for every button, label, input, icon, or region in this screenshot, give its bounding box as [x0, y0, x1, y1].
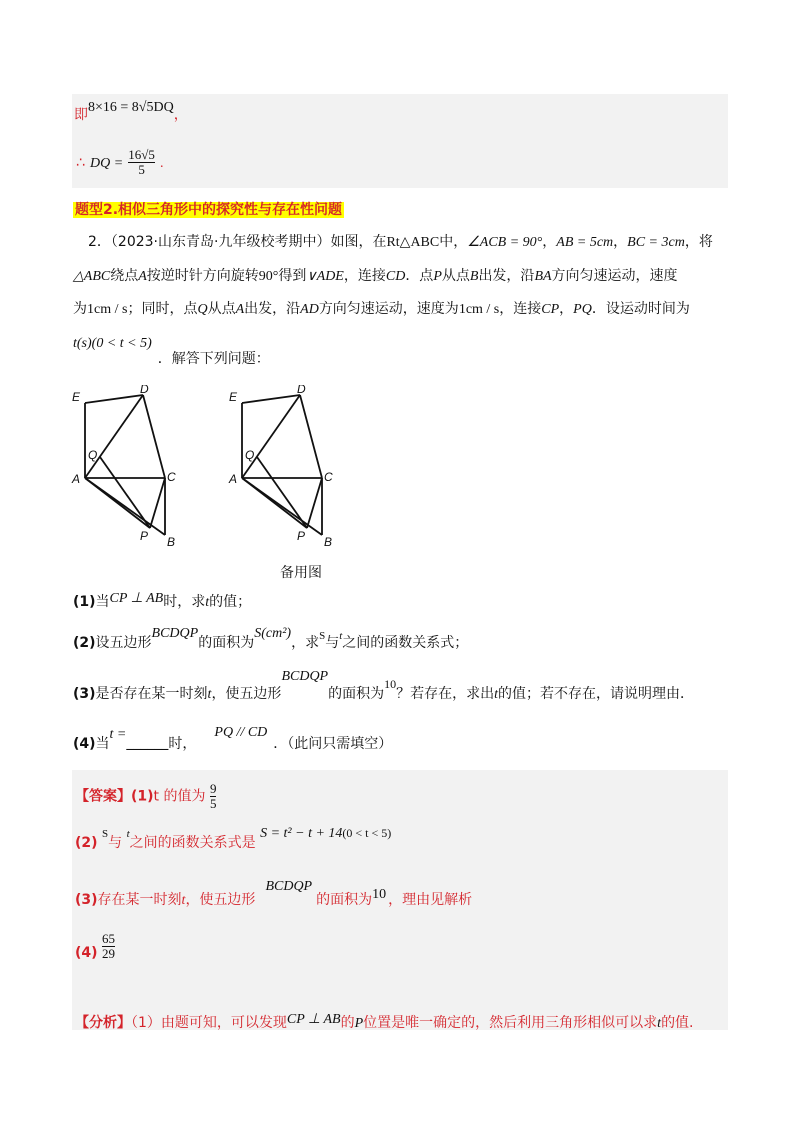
answer-2: (2) $^S$与 $^t$之间的函数关系式是 S = t² − t + 14(0 < t < 5) [75, 826, 392, 851]
analysis-label: 【分析】 [75, 1015, 131, 1031]
section-title: 题型2.相似三角形中的探究性与存在性问题 [75, 202, 343, 218]
segment-ED [85, 395, 143, 403]
svg-text:B: B [324, 535, 333, 549]
figure-caption: 备用图 [280, 565, 322, 581]
segment-QP [100, 457, 150, 528]
label-Q: Q [88, 448, 98, 462]
answer-4: (4) $\frac{65}{29}$ [75, 931, 115, 961]
answer-blank[interactable]: ______ [126, 737, 169, 752]
problem-line-2: △ABC绕点A按逆时针方向旋转90°得到∨ADE，连接CD．点P从点B出发，沿BA方向匀速运动，速度 [73, 268, 678, 284]
answer-1: 【答案】(1)t 的值为 $\frac{9}{5}$ [75, 781, 217, 811]
svg-text:C: C [324, 470, 333, 484]
svg-text:A: A [229, 472, 238, 486]
segment-AD [85, 395, 143, 478]
prev-line-1: 即8×16 = 8√5DQ， [74, 100, 188, 123]
svg-text:E: E [229, 390, 238, 404]
geometry-figure-2 [227, 385, 357, 555]
prev-fraction: $\frac{16√5}{5}$ [128, 147, 155, 177]
label-B: B [167, 535, 176, 549]
label-P: P [140, 529, 149, 543]
svg-text:D: D [297, 385, 306, 396]
prev-equation-1: 8×16 = 8√5DQ [88, 100, 174, 115]
svg-text:P: P [297, 529, 306, 543]
segment-CP [150, 478, 165, 528]
problem-source: （2023·山东青岛·九年级校考期中） [110, 234, 331, 250]
question-1: (1)当CP ⊥ AB时，求t的值； [73, 591, 252, 610]
prev-line-2: ∴ DQ = $\frac{16√5}{5}$ . [76, 147, 164, 177]
label-E: E [72, 390, 81, 404]
problem-line-3: 为1cm / s；同时，点Q从点A出发，沿AD方向匀速运动，速度为1cm / s，连接CP，PQ．设运动时间为 [73, 301, 690, 317]
segment-AP [85, 478, 150, 528]
question-2: (2)设五边形BCDQP的面积为S(cm²)，求$^S$与$^t$之间的函数关系式； [73, 626, 469, 651]
question-3: (3)是否存在某一时刻t，使五边形BCDQP的面积为10？若存在，求出t的值；若不存在，请说明理由． [73, 669, 694, 702]
segment-DC [143, 395, 165, 478]
problem-number: 2． [88, 234, 111, 250]
label-A: A [72, 472, 81, 486]
answer-label: 【答案】 [75, 788, 131, 805]
question-4: (4)当t =______时，PQ // CD．（此问只需填空） [73, 725, 393, 752]
answer-1-fraction: $\frac{9}{5}$ [209, 781, 217, 811]
problem-line-4: t(s)(0 < t < 5)．解答下列问题： [73, 336, 270, 367]
answer-3: (3)存在某一时刻t，使五边形BCDQP的面积为10 ，理由见解析 [75, 879, 473, 908]
analysis-line: 【分析】（1）由题可知，可以发现CP ⊥ AB的P位置是唯一确定的，然后利用三角形相似可以求t的值. [75, 1012, 694, 1031]
problem-line-1: 2．（2023·山东青岛·九年级校考期中）如图，在Rt△ABC中，∠ACB = 90°，AB = 5cm，BC = 3cm，将 [88, 234, 713, 250]
label-C: C [167, 470, 176, 484]
svg-text:Q: Q [245, 448, 255, 462]
geometry-figure-1 [70, 385, 200, 555]
answer-4-fraction: $\frac{65}{29}$ [102, 931, 115, 961]
label-D: D [140, 385, 149, 396]
